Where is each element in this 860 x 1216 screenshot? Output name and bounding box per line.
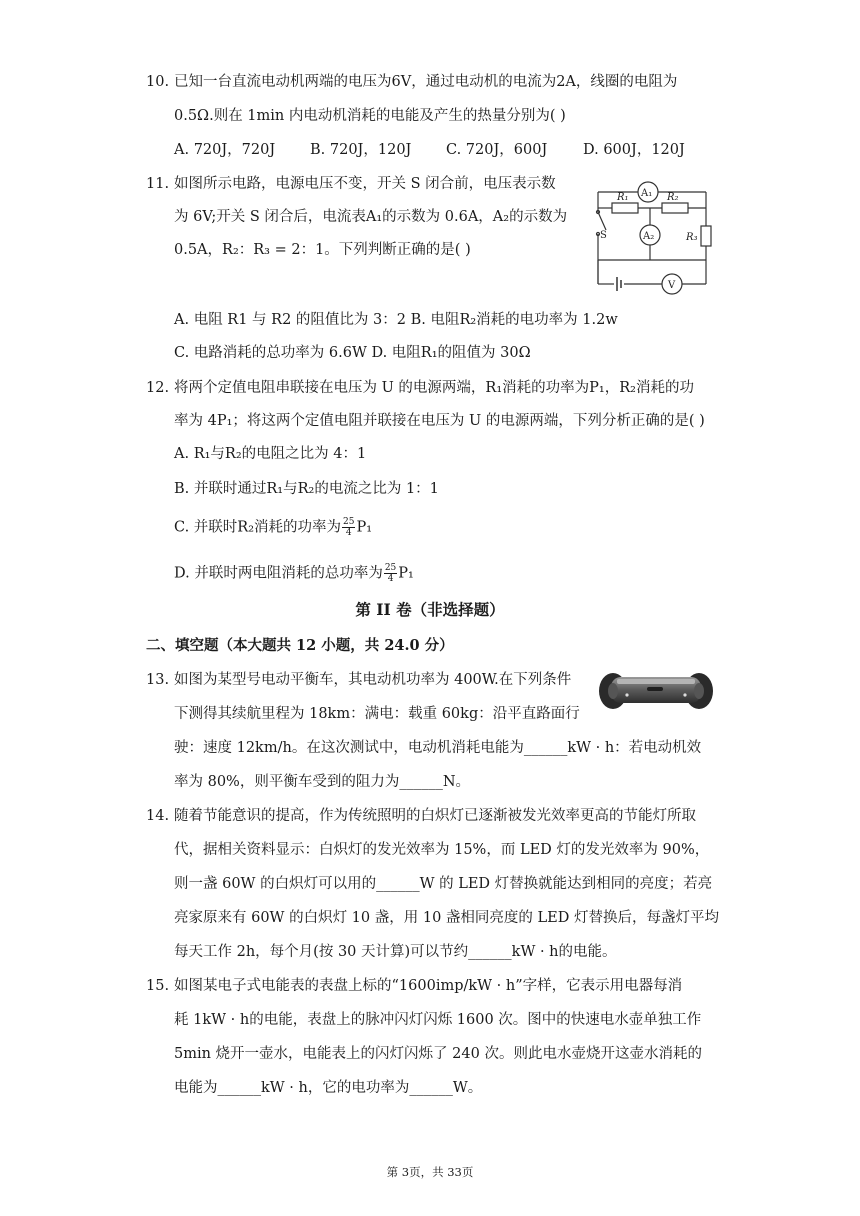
q12-line-2: 率为 4P₁；将这两个定值电阻并联接在电压为 U 的电源两端，下列分析正确的是( ): [174, 413, 705, 429]
q14-line-5: 每天工作 2h，每个月(按 30 天计算)可以节约______kW · h的电能。: [174, 944, 617, 960]
q12-option-d-text: D. 并联时两电阻消耗的总功率为: [174, 565, 383, 582]
circuit-diagram: [590, 172, 720, 297]
q10-line-1: 已知一台直流电动机两端的电压为6V，通过电动机的电流为2A，线圈的电阻为: [174, 74, 678, 90]
balance-scooter-image: [597, 665, 715, 713]
q11-line-2: 为 6V;开关 S 闭合后，电流表A₁的示数为 0.6A，A₂的示数为: [174, 209, 568, 225]
q10-line-2: 0.5Ω.则在 1min 内电动机消耗的电能及产生的热量分别为( ): [174, 108, 566, 124]
r1-label: R₁: [617, 192, 629, 203]
q13-line-3: 驶：速度 12km/h。在这次测试中，电动机消耗电能为______kW · h：若电动机效: [174, 740, 702, 756]
q15-number: 15.: [146, 978, 170, 994]
q15-line-3: 5min 烧开一壶水，电能表上的闪灯闪烁了 240 次。则此电水壶烧开这壶水消耗的: [174, 1046, 702, 1062]
fraction-denominator: 4: [345, 528, 352, 538]
q10-number: 10.: [146, 74, 170, 90]
q13-line-1: 如图为某型号电动平衡车，其电动机功率为 400W.在下列条件: [174, 672, 572, 688]
q12-option-c: [174, 517, 372, 538]
page-footer: 第 3页，共 33页: [386, 1165, 474, 1179]
part-two-heading: 二、填空题（本大题共 12 小题，共 24.0 分）: [146, 637, 454, 654]
q13-number: 13.: [146, 672, 170, 688]
section-title: 第 II 卷（非选择题）: [355, 600, 505, 619]
fraction: [342, 517, 355, 538]
q14-line-3: 则一盏 60W 的白炽灯可以用的______W 的 LED 灯替换就能达到相同的亮度；若亮: [174, 876, 713, 892]
q11-line-1: 如图所示电路，电源电压不变，开关 S 闭合前，电压表示数: [174, 176, 556, 192]
q10-option-d: D. 600J，120J: [583, 142, 685, 158]
q12-option-c-text: C. 并联时R₂消耗的功率为: [174, 519, 342, 536]
q12-option-b: B. 并联时通过R₁与R₂的电流之比为 1：1: [174, 481, 439, 497]
q12-line-1: 将两个定值电阻串联接在电压为 U 的电源两端，R₁消耗的功率为P₁，R₂消耗的功: [174, 380, 694, 396]
q11-option-ab: A. 电阻 R1 与 R2 的阻值比为 3：2 B. 电阻R₂消耗的电功率为 1.2w: [174, 312, 618, 328]
q14-line-2: 代，据相关资料显示：白炽灯的发光效率为 15%，而 LED 灯的发光效率为 90%，: [174, 842, 710, 858]
fraction-numerator: 25: [384, 563, 397, 573]
q10-option-a: A. 720J，720J: [174, 142, 276, 158]
q12-number: 12.: [146, 380, 170, 396]
q15-line-1: 如图某电子式电能表的表盘上标的“1600imp/kW · h”字样，它表示用电器每消: [174, 978, 683, 994]
fraction-denominator: 4: [387, 574, 394, 584]
q15-line-4: 电能为______kW · h，它的电功率为______W。: [174, 1080, 483, 1096]
ammeter-a1-label: A₁: [641, 188, 653, 199]
q12-option-c-suffix: P₁: [356, 519, 373, 536]
q11-line-3: 0.5A，R₂：R₃ = 2：1。下列判断正确的是( ): [174, 242, 471, 258]
q13-line-4: 率为 80%，则平衡车受到的阻力为______N。: [174, 774, 471, 790]
q11-option-cd: C. 电路消耗的总功率为 6.6W D. 电阻R₁的阻值为 30Ω: [174, 345, 531, 361]
q14-line-4: 亮家原来有 60W 的白炽灯 10 盏，用 10 盏相同亮度的 LED 灯替换后，每盏灯平均: [174, 910, 719, 926]
fraction-numerator: 25: [343, 517, 355, 527]
q10-option-c: C. 720J，600J: [446, 142, 548, 158]
r3-label: R₃: [686, 232, 698, 243]
q14-number: 14.: [146, 808, 170, 824]
switch-label: S: [600, 230, 607, 241]
ammeter-a2-label: A₂: [643, 231, 655, 242]
q13-line-2: 下测得其续航里程为 18km：满电：载重 60kg：沿平直路面行: [174, 706, 580, 722]
q12-option-d: [174, 563, 414, 584]
q15-line-2: 耗 1kW · h的电能，表盘上的脉冲闪灯闪烁 1600 次。图中的快速电水壶单独工作: [174, 1012, 702, 1028]
q12-option-d-suffix: P₁: [398, 565, 414, 582]
q12-option-a: A. R₁与R₂的电阻之比为 4：1: [174, 446, 367, 462]
q14-line-1: 随着节能意识的提高，作为传统照明的白炽灯已逐渐被发光效率更高的节能灯所取: [174, 808, 696, 824]
fraction: [384, 563, 397, 584]
voltmeter-label: V: [668, 280, 676, 291]
q11-number: 11.: [146, 176, 170, 192]
q10-option-b: B. 720J，120J: [310, 142, 412, 158]
r2-label: R₂: [667, 192, 679, 203]
